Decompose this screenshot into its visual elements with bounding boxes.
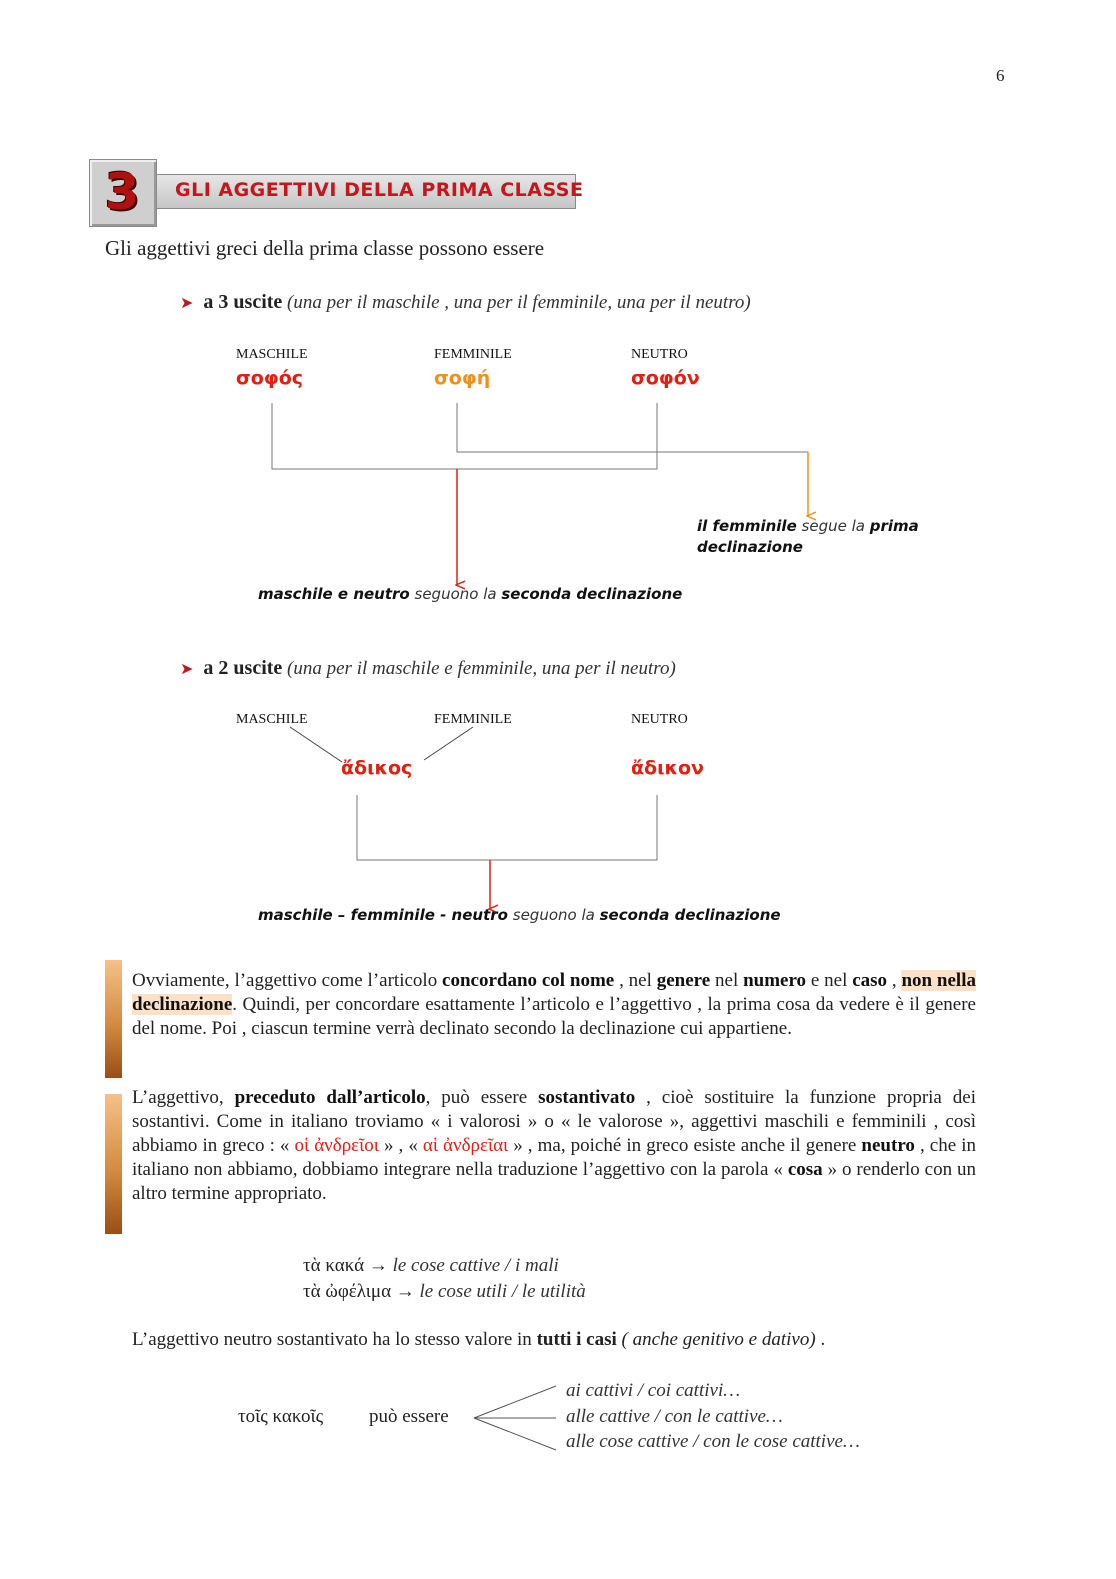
- example-row: τὰ ὠφέλιμα → le cose utili / le utilità: [303, 1281, 586, 1302]
- final-option: alle cose cattive / con le cose cattive…: [566, 1431, 860, 1452]
- paragraph-sidebar: [105, 1094, 122, 1234]
- two-endings-note: maschile – femminile - neutro seguono la seconda declinazione: [258, 906, 781, 924]
- word-sophon: σοφόν: [631, 367, 700, 389]
- intro-text: Gli aggettivi greci della prima classe possono essere: [105, 236, 545, 260]
- bullet-note: (una per il maschile e femminile, una per il neutro): [287, 658, 676, 679]
- final-option: alle cattive / con le cattive…: [566, 1406, 783, 1427]
- example-row: τὰ κακά → le cose cattive / i mali: [303, 1255, 559, 1276]
- word-sophos: σοφός: [236, 367, 304, 389]
- paragraph-substantivized: L’aggettivo, preceduto dall’articolo, può essere sostantivato , cioè sostituire la funzione propria dei sostantivi. Come in italiano troviamo « i valorosi » o « le valorose », aggettivi maschili e femminili , così abbiamo in greco : « οἱ ἀνδρεῖοι » , « αἱ ἀνδρεῖαι » , ma, poiché in greco esiste anche il genere neutro , che in italiano non abbiamo, dobbiamo integrare nella traduzione l’aggettivo con la parola « cosa » o renderlo con un altro termine appropriato.: [132, 1087, 977, 1204]
- arrow-icon: →: [368, 1255, 388, 1276]
- label-femminile-2: FEMMINILE: [434, 712, 512, 727]
- bullet-arrow-icon: ➤: [180, 293, 194, 312]
- bullet-two-endings: [180, 657, 676, 680]
- bullet-arrow-icon: ➤: [180, 659, 194, 678]
- final-middle: può essere: [369, 1406, 449, 1427]
- label-neutro: NEUTRO: [631, 347, 688, 362]
- bullet-title: a 2 uscite: [203, 657, 283, 679]
- section-number: 3: [104, 163, 140, 221]
- label-neutro-2: NEUTRO: [631, 712, 688, 727]
- label-femminile: FEMMINILE: [434, 347, 512, 362]
- final-greek: τοῖς κακοῖς: [238, 1406, 324, 1427]
- feminine-note: il femminile segue la prima declinazione: [697, 517, 919, 556]
- branch-1: [474, 1386, 556, 1418]
- bullet-note: (una per il maschile , una per il femminile, una per il neutro): [287, 292, 751, 313]
- branch-3: [474, 1418, 556, 1450]
- page-number: 6: [996, 66, 1005, 85]
- word-adikon: ἄδικον: [631, 757, 705, 779]
- fem-connector: [424, 727, 473, 760]
- final-option: ai cattivi / coi cattivi…: [566, 1380, 741, 1401]
- bracket-two-endings: [357, 795, 657, 860]
- word-sophe: σοφή: [434, 367, 491, 389]
- paragraph-sidebar: [105, 960, 122, 1078]
- section-title: GLI AGGETTIVI DELLA PRIMA CLASSE: [175, 179, 584, 201]
- paragraph-neuter-value: L’aggettivo neutro sostantivato ha lo stesso valore in tutti i casi ( anche genitivo e dativo) .: [132, 1329, 826, 1350]
- bullet-title: a 3 uscite: [203, 291, 283, 313]
- paragraph-agreement: Ovviamente, l’aggettivo come l’articolo concordano col nome , nel genere nel numero e nel caso , non nella declinazione. Quindi, per concordare esattamente l’articolo e l’aggettivo , la prima cosa da vedere è il genere del nome. Poi , ciascun termine verrà declinato secondo la declinazione cui appartiene.: [132, 970, 976, 1039]
- masc-neut-note: maschile e neutro seguono la seconda declinazione: [258, 585, 683, 603]
- arrow-icon: →: [395, 1281, 415, 1302]
- bullet-three-endings: [180, 291, 751, 314]
- masc-connector: [290, 727, 342, 762]
- bracket-fem: [457, 403, 808, 452]
- label-maschile-2: MASCHILE: [236, 712, 308, 727]
- label-maschile: MASCHILE: [236, 347, 308, 362]
- bracket-masc-neut: [272, 403, 657, 469]
- word-adikos: ἄδικος: [341, 757, 413, 779]
